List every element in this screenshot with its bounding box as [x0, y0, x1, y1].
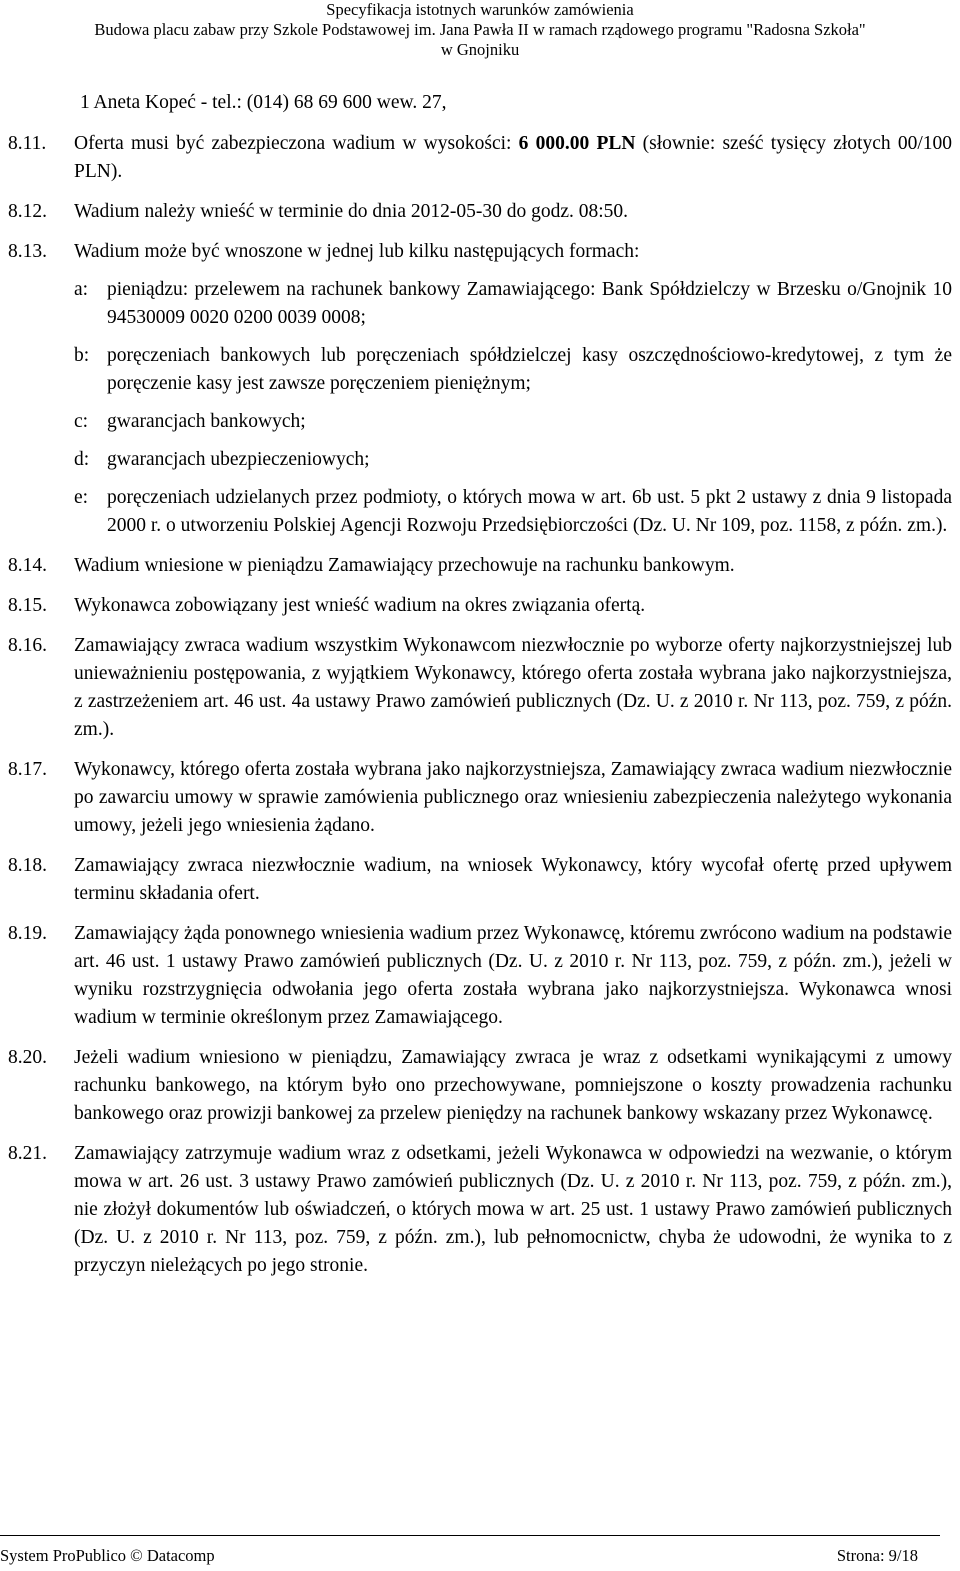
section-8-14 [8, 552, 952, 580]
list-text: gwarancjach ubezpieczeniowych; [107, 449, 370, 470]
section-number: 8.21. [8, 1143, 47, 1164]
list-text: gwarancjach bankowych; [107, 411, 306, 432]
list-letter: c: [74, 411, 89, 432]
list-item [74, 446, 952, 474]
section-text: Wadium należy wnieść w terminie do dnia 2012-05-30 do godz. 08:50. [74, 201, 629, 222]
section-8-13 [8, 238, 952, 540]
section-number: 8.11. [8, 133, 47, 154]
section-text: Zamawiający zwraca niezwłocznie wadium, na wniosek Wykonawcy, który wycofał ofertę przed upływem terminu składania ofert. [74, 855, 952, 904]
section-text: Jeżeli wadium wniesiono w pieniądzu, Zamawiający zwraca je wraz z odsetkami wynikającymi z umowy rachunku bankowego, na którym było ono przechowywane, pomniejszone o koszty prowadzenia rachunku bankowego oraz prowizji bankowej za przelew pieniędzy na rachunek bankowy wskazany przez Wykonawcę. [74, 1047, 952, 1124]
page-number: Strona: 9/18 [836, 1546, 918, 1565]
section-8-18 [8, 852, 952, 908]
list-item [74, 342, 952, 398]
section-number: 8.19. [8, 923, 47, 944]
wadium-forms-list [74, 276, 952, 540]
contact-line: 1 Aneta Kopeć - tel.: (014) 68 69 600 wew. 27, [80, 92, 447, 113]
section-8-21 [8, 1140, 952, 1280]
section-text: Zamawiający żąda ponownego wniesienia wadium przez Wykonawcę, któremu zwrócono wadium na podstawie art. 46 ust. 1 ustawy Prawo zamówień publicznych (Dz. U. z 2010 r. Nr 113, poz. 759, z późn. zm.), jeżeli w wyniku rozstrzygnięcia odwołania jego oferta została wybrana jako najkorzystniejsza. Wykonawca wnosi wadium w terminie określonym przez Zamawiającego. [74, 923, 952, 1028]
section-8-17 [8, 756, 952, 840]
section-8-16 [8, 632, 952, 744]
section-text: Wykonawcy, którego oferta została wybrana jako najkorzystniejsza, Zamawiający zwraca wadium niezwłocznie po zawarciu umowy w sprawie zamówienia publicznego oraz wniesieniu zabezpieczenia należytego wykonania umowy, jeżeli jego wniesienia żądano. [74, 759, 952, 836]
header-subtitle: Budowa placu zabaw przy Szkole Podstawowej im. Jana Pawła II w ramach rządowego programu "Radosna Szkoła" [94, 20, 866, 39]
section-number: 8.18. [8, 855, 47, 876]
section-number: 8.13. [8, 241, 47, 262]
header-title: Specyfikacja istotnych warunków zamówienia [326, 0, 634, 19]
list-item [74, 484, 952, 540]
section-text: Wykonawca zobowiązany jest wnieść wadium na okres związania ofertą. [74, 595, 646, 616]
section-8-11 [8, 130, 952, 186]
section-number: 8.17. [8, 759, 47, 780]
document-body [8, 130, 952, 1292]
footer-credit: System ProPublico © Datacomp [0, 1546, 215, 1565]
section-number: 8.12. [8, 201, 47, 222]
list-item [74, 276, 952, 332]
section-8-15 [8, 592, 952, 620]
section-8-19 [8, 920, 952, 1032]
page-header [0, 0, 960, 60]
list-letter: d: [74, 449, 90, 470]
wadium-amount: 6 000.00 PLN [518, 133, 636, 154]
footer-divider [0, 1535, 940, 1536]
section-text: Wadium wniesione w pieniądzu Zamawiający przechowuje na rachunku bankowym. [74, 555, 735, 576]
section-8-20 [8, 1044, 952, 1128]
section-number: 8.16. [8, 635, 47, 656]
list-text: pieniądzu: przelewem na rachunek bankowy Zamawiającego: Bank Spółdzielczy w Brzesku o/Gnojnik 10 94530009 0020 0200 0039 0008; [107, 279, 952, 328]
section-number: 8.15. [8, 595, 47, 616]
section-text: Zamawiający zwraca wadium wszystkim Wykonawcom niezwłocznie po wyborze oferty najkorzystniejszej lub unieważnieniu postępowania, z wyjątkiem Wykonawcy, którego oferta została wybrana jako najkorzystniejsza, z zastrzeżeniem art. 46 ust. 4a ustawy Prawo zamówień publicznych (Dz. U. z 2010 r. Nr 113, poz. 759, z późn. zm.). [74, 635, 952, 740]
section-8-12 [8, 198, 952, 226]
list-item [74, 408, 952, 436]
list-letter: e: [74, 487, 89, 508]
list-letter: a: [74, 279, 89, 300]
section-number: 8.14. [8, 555, 47, 576]
section-text: (słownie: sześć tysięcy złotych 00/100 PLN). [74, 133, 953, 182]
header-location: w Gnojniku [440, 40, 520, 59]
list-letter: b: [74, 345, 90, 366]
section-text: Wadium może być wnoszone w jednej lub kilku następujących formach: [74, 241, 640, 262]
section-text: Zamawiający zatrzymuje wadium wraz z odsetkami, jeżeli Wykonawca w odpowiedzi na wezwanie, o którym mowa w art. 26 ust. 3 ustawy Prawo zamówień publicznych (Dz. U. z 2010 r. Nr 113, poz. 759, z późn. zm.), nie złożył dokumentów lub oświadczeń, o których mowa w art. 25 ust. 1 ustawy Prawo zamówień publicznych (Dz. U. z 2010 r. Nr 113, poz. 759, z późn. zm.), lub pełnomocnictw, chyba że udowodni, że wynika to z przyczyn nieleżących po jego stronie. [74, 1143, 952, 1276]
list-text: poręczeniach bankowych lub poręczeniach spółdzielczej kasy oszczędnościowo-kredytowej, z tym że poręczenie kasy jest zawsze poręczeniem pieniężnym; [107, 345, 952, 394]
section-text: Oferta musi być zabezpieczona wadium w wysokości: [74, 133, 519, 154]
section-number: 8.20. [8, 1047, 47, 1068]
list-text: poręczeniach udzielanych przez podmioty, o których mowa w art. 6b ust. 5 pkt 2 ustawy z dnia 9 listopada 2000 r. o utworzeniu Polskiej Agencji Rozwoju Przedsiębiorczości (Dz. U. Nr 109, poz. 1158, z późn. zm.). [107, 487, 952, 536]
